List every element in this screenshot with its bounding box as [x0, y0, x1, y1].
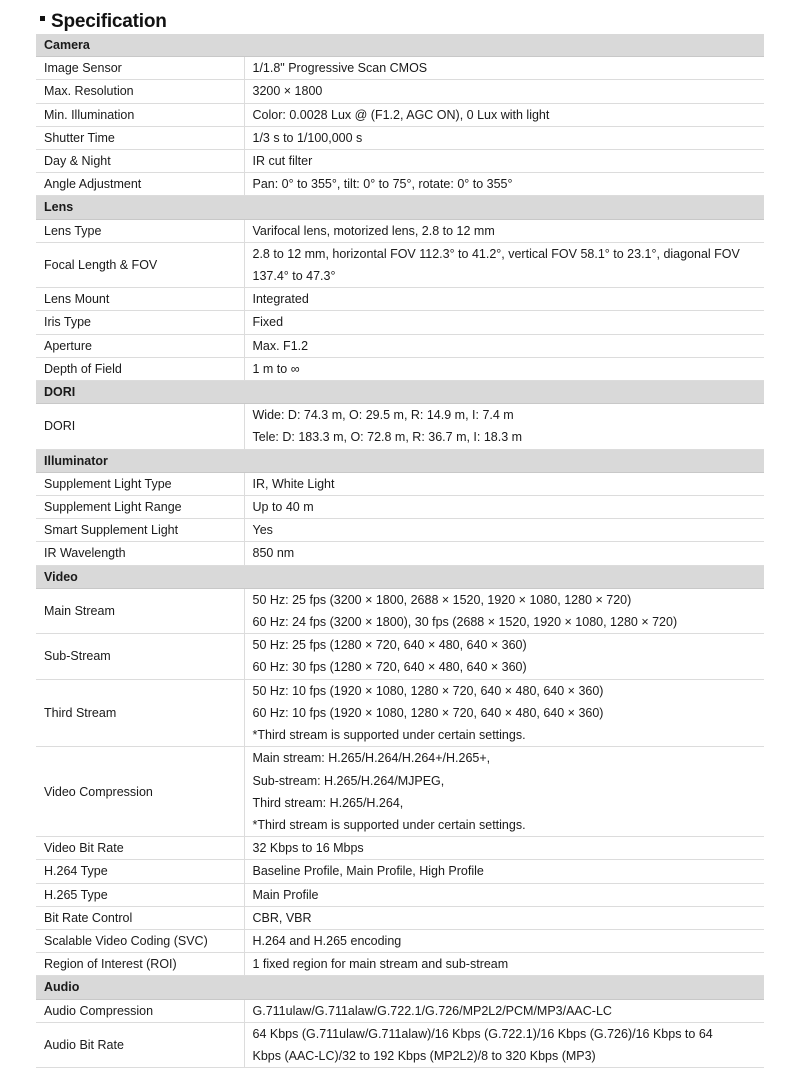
spec-label: Lens Type	[36, 219, 244, 242]
spec-label: Min. Illumination	[36, 103, 244, 126]
spec-value	[244, 679, 764, 747]
table-row	[36, 472, 764, 495]
spec-value-line: Kbps (AAC-LC)/32 to 192 Kbps (MP2L2)/8 to 320 Kbps (MP3)	[252, 1048, 596, 1063]
table-row	[36, 357, 764, 380]
spec-value-line: 60 Hz: 30 fps (1280 × 720, 640 × 480, 640 × 360)	[252, 660, 527, 675]
table-row	[36, 219, 764, 242]
spec-label: Bit Rate Control	[36, 906, 244, 929]
spec-label: Main Stream	[36, 588, 244, 633]
spec-value	[244, 999, 764, 1022]
spec-label: DORI	[36, 404, 244, 449]
spec-value	[244, 519, 764, 542]
table-row	[36, 242, 764, 287]
spec-value-line: Yes	[252, 523, 273, 538]
spec-value	[244, 496, 764, 519]
section-title: Camera	[36, 34, 764, 57]
spec-value-line: Max. F1.2	[252, 338, 309, 353]
spec-value-line: Fixed	[252, 315, 284, 330]
spec-value	[244, 472, 764, 495]
spec-value-line: CBR, VBR	[252, 910, 312, 925]
section-title: Lens	[36, 196, 764, 219]
spec-value	[244, 126, 764, 149]
spec-value-line: 137.4° to 47.3°	[252, 269, 336, 284]
table-row	[36, 999, 764, 1022]
spec-value	[244, 150, 764, 173]
spec-value-line: 2.8 to 12 mm, horizontal FOV 112.3° to 41.2°, vertical FOV 58.1° to 23.1°, diagonal FOV	[252, 246, 740, 261]
spec-value-line: *Third stream is supported under certain settings.	[252, 728, 526, 743]
table-row	[36, 929, 764, 952]
spec-label: H.264 Type	[36, 860, 244, 883]
spec-value-line: Color: 0.0028 Lux @ (F1.2, AGC ON), 0 Lux with light	[252, 107, 550, 122]
spec-value-line: Tele: D: 183.3 m, O: 72.8 m, R: 36.7 m, I: 18.3 m	[252, 430, 523, 445]
spec-label: IR Wavelength	[36, 542, 244, 565]
table-row	[36, 747, 764, 837]
spec-label: Image Sensor	[36, 57, 244, 80]
spec-value-line: 1 fixed region for main stream and sub-stream	[252, 957, 509, 972]
spec-value-line: 1/1.8" Progressive Scan CMOS	[252, 61, 428, 76]
spec-value	[244, 588, 764, 633]
table-row	[36, 837, 764, 860]
table-row	[36, 634, 764, 679]
spec-value-line: Integrated	[252, 292, 309, 307]
section-header-dori	[36, 381, 764, 404]
table-row	[36, 542, 764, 565]
section-header-camera	[36, 34, 764, 57]
table-row	[36, 150, 764, 173]
spec-value	[244, 634, 764, 679]
spec-value-line: Up to 40 m	[252, 500, 314, 515]
table-row	[36, 519, 764, 542]
table-row	[36, 953, 764, 976]
spec-value-line: IR, White Light	[252, 476, 335, 491]
spec-label: Angle Adjustment	[36, 173, 244, 196]
section-title: Illuminator	[36, 449, 764, 472]
spec-value-line: 60 Hz: 10 fps (1920 × 1080, 1280 × 720, 640 × 480, 640 × 360)	[252, 705, 604, 720]
table-row	[36, 126, 764, 149]
spec-label: Supplement Light Range	[36, 496, 244, 519]
section-header-audio	[36, 976, 764, 999]
spec-label: Focal Length & FOV	[36, 242, 244, 287]
spec-value	[244, 357, 764, 380]
section-header-lens	[36, 196, 764, 219]
spec-value	[244, 57, 764, 80]
spec-value-line: Third stream: H.265/H.264,	[252, 795, 404, 810]
section-title: DORI	[36, 381, 764, 404]
spec-value-line: 32 Kbps to 16 Mbps	[252, 841, 364, 856]
spec-value	[244, 906, 764, 929]
spec-label: Supplement Light Type	[36, 472, 244, 495]
spec-label: Lens Mount	[36, 288, 244, 311]
spec-value-line: 850 nm	[252, 546, 295, 561]
table-row	[36, 496, 764, 519]
spec-value-line: G.711ulaw/G.711alaw/G.722.1/G.726/MP2L2/PCM/MP3/AAC-LC	[252, 1003, 612, 1018]
specification-table	[36, 34, 764, 1068]
table-row	[36, 103, 764, 126]
section-title: Audio	[36, 976, 764, 999]
spec-value-line: 50 Hz: 10 fps (1920 × 1080, 1280 × 720, 640 × 480, 640 × 360)	[252, 683, 604, 698]
spec-value	[244, 173, 764, 196]
page-title	[40, 9, 167, 35]
spec-value	[244, 953, 764, 976]
spec-value-line: IR cut filter	[252, 154, 313, 169]
spec-value-line: *Third stream is supported under certain settings.	[252, 817, 526, 832]
table-row	[36, 80, 764, 103]
spec-label: Sub-Stream	[36, 634, 244, 679]
spec-value-line: 60 Hz: 24 fps (3200 × 1800), 30 fps (2688 × 1520, 1920 × 1080, 1280 × 720)	[252, 615, 678, 630]
table-row	[36, 883, 764, 906]
spec-label: Day & Night	[36, 150, 244, 173]
spec-label: Smart Supplement Light	[36, 519, 244, 542]
spec-value	[244, 747, 764, 837]
spec-value	[244, 334, 764, 357]
table-row	[36, 173, 764, 196]
table-row	[36, 404, 764, 449]
spec-value	[244, 404, 764, 449]
spec-label: Max. Resolution	[36, 80, 244, 103]
spec-label: Depth of Field	[36, 357, 244, 380]
spec-label: Third Stream	[36, 679, 244, 747]
spec-value	[244, 542, 764, 565]
spec-label: Audio Compression	[36, 999, 244, 1022]
table-row	[36, 334, 764, 357]
spec-value-line: Sub-stream: H.265/H.264/MJPEG,	[252, 773, 445, 788]
section-header-video	[36, 565, 764, 588]
spec-value-line: Wide: D: 74.3 m, O: 29.5 m, R: 14.9 m, I: 7.4 m	[252, 408, 514, 423]
table-row	[36, 1022, 764, 1067]
spec-label: Shutter Time	[36, 126, 244, 149]
spec-label: Region of Interest (ROI)	[36, 953, 244, 976]
spec-value-line: Main stream: H.265/H.264/H.264+/H.265+,	[252, 751, 491, 766]
spec-value	[244, 103, 764, 126]
spec-label: H.265 Type	[36, 883, 244, 906]
spec-value-line: Varifocal lens, motorized lens, 2.8 to 12 mm	[252, 223, 495, 238]
spec-label: Scalable Video Coding (SVC)	[36, 929, 244, 952]
table-row	[36, 288, 764, 311]
spec-label: Iris Type	[36, 311, 244, 334]
spec-value	[244, 288, 764, 311]
spec-value	[244, 311, 764, 334]
spec-value-line: 1 m to ∞	[252, 361, 300, 376]
spec-value-line: 3200 × 1800	[252, 84, 323, 99]
spec-value	[244, 883, 764, 906]
spec-label: Video Compression	[36, 747, 244, 837]
table-row	[36, 860, 764, 883]
spec-value	[244, 1022, 764, 1067]
title-text: Specification	[51, 11, 167, 32]
spec-value	[244, 929, 764, 952]
spec-value-line: Baseline Profile, Main Profile, High Profile	[252, 864, 484, 879]
spec-value	[244, 242, 764, 287]
spec-value-line: Pan: 0° to 355°, tilt: 0° to 75°, rotate: 0° to 355°	[252, 177, 513, 192]
section-title: Video	[36, 565, 764, 588]
spec-value	[244, 837, 764, 860]
spec-label: Aperture	[36, 334, 244, 357]
spec-value-line: H.264 and H.265 encoding	[252, 933, 402, 948]
spec-value	[244, 80, 764, 103]
spec-value-line: 64 Kbps (G.711ulaw/G.711alaw)/16 Kbps (G.722.1)/16 Kbps (G.726)/16 Kbps to 64	[252, 1026, 713, 1041]
table-row	[36, 906, 764, 929]
table-row	[36, 679, 764, 747]
table-row	[36, 311, 764, 334]
spec-value-line: Main Profile	[252, 887, 319, 902]
spec-label: Audio Bit Rate	[36, 1022, 244, 1067]
section-header-illuminator	[36, 449, 764, 472]
spec-value-line: 50 Hz: 25 fps (1280 × 720, 640 × 480, 640 × 360)	[252, 638, 527, 653]
spec-value-line: 50 Hz: 25 fps (3200 × 1800, 2688 × 1520, 1920 × 1080, 1280 × 720)	[252, 592, 632, 607]
table-row	[36, 588, 764, 633]
specification-table-body	[36, 34, 764, 1068]
spec-value-line: 1/3 s to 1/100,000 s	[252, 130, 363, 145]
spec-label: Video Bit Rate	[36, 837, 244, 860]
title-bullet-icon	[40, 16, 45, 21]
spec-value	[244, 860, 764, 883]
table-row	[36, 57, 764, 80]
spec-value	[244, 219, 764, 242]
